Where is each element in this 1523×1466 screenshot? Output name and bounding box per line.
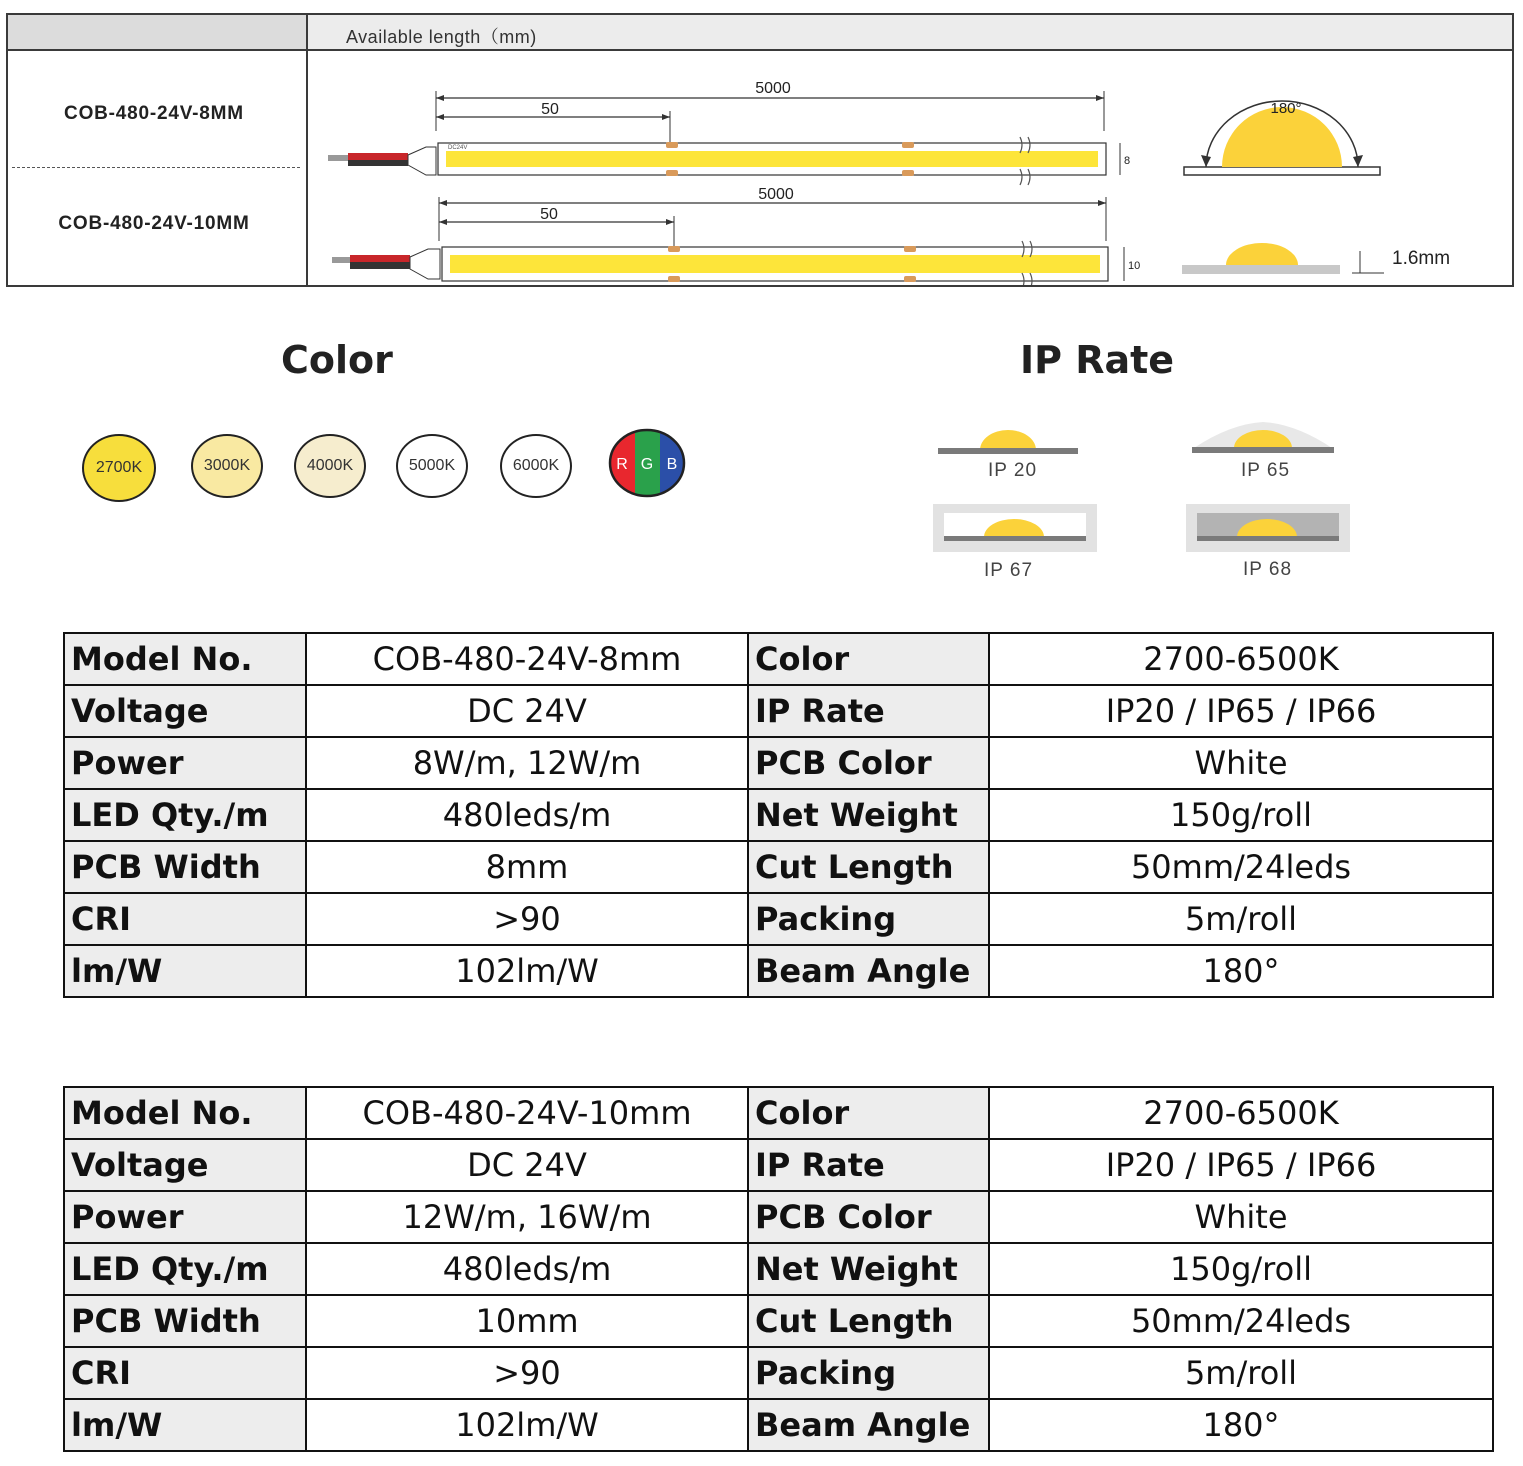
table-row	[64, 1087, 1493, 1139]
model-label-8mm: COB-480-24V-8MM	[64, 103, 244, 124]
strip-8mm-width: 8	[1124, 155, 1131, 167]
available-length-label: Available length（mm)	[346, 27, 537, 47]
swatch-label: 4000K	[306, 457, 354, 474]
model-divider	[12, 167, 300, 168]
rgb-r-label: R	[616, 456, 628, 473]
ip65-label: IP 65	[1241, 460, 1291, 481]
spec-key: PCB Color	[748, 737, 989, 789]
spec-table-8mm	[63, 632, 1494, 998]
spec-value: 480leds/m	[306, 789, 748, 841]
spec-value: 2700-6500K	[989, 633, 1493, 685]
strip-10mm-width: 10	[1128, 260, 1141, 272]
spec-table-10mm	[63, 1086, 1494, 1452]
table-row	[64, 1295, 1493, 1347]
spec-value: 480leds/m	[306, 1243, 748, 1295]
swatch-label: 6000K	[512, 457, 560, 474]
model-column	[8, 51, 308, 285]
dimension-header	[308, 15, 1512, 51]
swatch-6000k	[500, 434, 572, 498]
swatch-5000k	[396, 434, 468, 498]
swatch-2700k	[82, 434, 156, 502]
spec-value: 8W/m, 12W/m	[306, 737, 748, 789]
spec-key: PCB Color	[748, 1191, 989, 1243]
table-row	[64, 1347, 1493, 1399]
table-row	[64, 893, 1493, 945]
spec-value: 12W/m, 16W/m	[306, 1191, 748, 1243]
spec-key: CRI	[64, 893, 306, 945]
spec-value: COB-480-24V-10mm	[306, 1087, 748, 1139]
model-label-10mm: COB-480-24V-10MM	[58, 213, 250, 234]
spec-value: IP20 / IP65 / IP66	[989, 685, 1493, 737]
beam-angle-diagram	[1184, 100, 1380, 175]
spec-key: Cut Length	[748, 1295, 989, 1347]
ip20-label: IP 20	[988, 460, 1038, 481]
table-row	[64, 789, 1493, 841]
rgb-b-label: B	[666, 456, 678, 473]
spec-value: 180°	[989, 945, 1493, 997]
color-section-title: Color	[281, 338, 393, 382]
spec-value: DC 24V	[306, 685, 748, 737]
ip67-icon	[932, 503, 1098, 553]
spec-key: PCB Width	[64, 1295, 306, 1347]
spec-value: White	[989, 1191, 1493, 1243]
swatch-rgb	[608, 428, 686, 498]
spec-key: LED Qty./m	[64, 1243, 306, 1295]
rgb-g-label: G	[640, 456, 654, 473]
spec-value: 102lm/W	[306, 945, 748, 997]
strip-8mm-total-length: 5000	[755, 80, 791, 97]
spec-key: CRI	[64, 1347, 306, 1399]
table-row	[64, 1139, 1493, 1191]
thickness-diagram	[1182, 243, 1450, 274]
spec-key: Power	[64, 1191, 306, 1243]
spec-value: 102lm/W	[306, 1399, 748, 1451]
spec-value: 10mm	[306, 1295, 748, 1347]
spec-value: 2700-6500K	[989, 1087, 1493, 1139]
spec-value: IP20 / IP65 / IP66	[989, 1139, 1493, 1191]
table-row	[64, 1399, 1493, 1451]
spec-value: 5m/roll	[989, 893, 1493, 945]
spec-key: Power	[64, 737, 306, 789]
dimension-panel	[6, 13, 1514, 287]
spec-key: PCB Width	[64, 841, 306, 893]
spec-key: Cut Length	[748, 841, 989, 893]
strip-10mm-cut-length: 50	[540, 206, 558, 223]
spec-key: Packing	[748, 1347, 989, 1399]
strip-8mm-drawing	[328, 80, 1130, 185]
strip-8mm-cut-length: 50	[541, 101, 559, 118]
spec-value: White	[989, 737, 1493, 789]
table-row	[64, 1243, 1493, 1295]
spec-key: Voltage	[64, 1139, 306, 1191]
ip68-label: IP 68	[1243, 559, 1293, 580]
spec-key: lm/W	[64, 1399, 306, 1451]
spec-key: Model No.	[64, 633, 306, 685]
spec-key: IP Rate	[748, 685, 989, 737]
table-row	[64, 841, 1493, 893]
spec-value: COB-480-24V-8mm	[306, 633, 748, 685]
spec-key: Voltage	[64, 685, 306, 737]
spec-key: Packing	[748, 893, 989, 945]
spec-key: IP Rate	[748, 1139, 989, 1191]
spec-key: Net Weight	[748, 1243, 989, 1295]
table-row	[64, 737, 1493, 789]
table-row	[64, 685, 1493, 737]
table-row	[64, 945, 1493, 997]
spec-value: 50mm/24leds	[989, 841, 1493, 893]
swatch-label: 5000K	[408, 457, 456, 474]
swatch-label: 2700K	[95, 459, 143, 476]
ip68-icon	[1185, 503, 1351, 553]
spec-key: Color	[748, 1087, 989, 1139]
ip67-label: IP 67	[984, 560, 1034, 581]
dimension-header-blank	[8, 15, 308, 51]
spec-value: 150g/roll	[989, 1243, 1493, 1295]
pad-label: DC24V	[448, 145, 468, 151]
swatch-4000k	[294, 434, 366, 498]
ip-section-title: IP Rate	[1020, 338, 1175, 382]
spec-value: DC 24V	[306, 1139, 748, 1191]
swatch-label: 3000K	[203, 457, 251, 474]
spec-key: Color	[748, 633, 989, 685]
spec-key: LED Qty./m	[64, 789, 306, 841]
table-row	[64, 633, 1493, 685]
beam-angle-label: 180°	[1270, 100, 1302, 117]
spec-value: >90	[306, 1347, 748, 1399]
spec-value: 150g/roll	[989, 789, 1493, 841]
spec-key: Model No.	[64, 1087, 306, 1139]
strip-10mm-drawing	[332, 186, 1140, 285]
spec-value: 180°	[989, 1399, 1493, 1451]
swatch-3000k	[191, 434, 263, 498]
strip-10mm-total-length: 5000	[758, 186, 794, 203]
spec-value: 8mm	[306, 841, 748, 893]
spec-key: Beam Angle	[748, 945, 989, 997]
spec-value: 50mm/24leds	[989, 1295, 1493, 1347]
spec-value: 5m/roll	[989, 1347, 1493, 1399]
spec-key: lm/W	[64, 945, 306, 997]
spec-key: Net Weight	[748, 789, 989, 841]
ip20-icon	[936, 424, 1080, 458]
strip-dimension-drawing	[308, 51, 1512, 285]
ip65-icon	[1190, 418, 1336, 458]
table-row	[64, 1191, 1493, 1243]
thickness-label: 1.6mm	[1392, 248, 1451, 269]
spec-value: >90	[306, 893, 748, 945]
spec-key: Beam Angle	[748, 1399, 989, 1451]
